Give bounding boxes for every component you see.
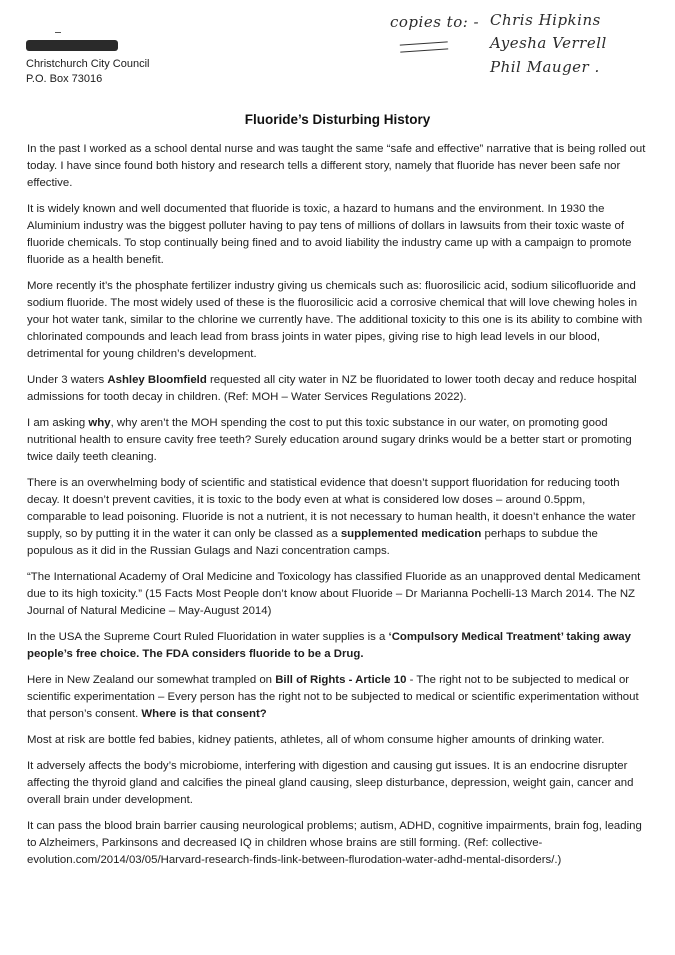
letter-title: Fluoride’s Disturbing History [244,112,431,127]
handwritten-underline-mark [400,41,448,52]
paragraph-9: Here in New Zealand our somewhat trampled on Bill of Rights - Article 10 - The right not to be subjected to medical or scientific experimentation – Every person has the right not to be subjected to medical or scientific experimentation without that person’s consent. Where is that consent? [27,674,639,720]
bold-compulsory-treatment: ‘Compulsory Medical Treatment’ taking away people’s free choice. The FDA considers fluoride to be a Drug. [27,631,631,660]
paragraph-4: Under 3 waters Ashley Bloomfield requested all city water in NZ be fluoridated to lower tooth decay and reduce hospital admissions for tooth decay in children. (Ref: MOH – Water Services Regulations 2022). [27,374,637,403]
bold-bill-of-rights: Bill of Rights - Article 10 [275,674,407,686]
paragraph-6: There is an overwhelming body of scientific and statistical evidence that doesn’t support fluoridation for reducing tooth decay. It doesn’t prevent cavities, it is toxic to the body even at what is considered low doses – around 0.5ppm, comparable to lead poisoning. Fluoride is not a nutrient, it is not necessary to human health, it doesn’t enhance the water supply, so by putting it in the water it can only be classed as a supplemented medication perhaps to subdue the populous as it did in the Russian Gulags and Nazi concentration camps. [27,477,636,557]
paragraph-8: In the USA the Supreme Court Ruled Fluoridation in water supplies is a ‘Compulsory Medical Treatment’ taking away people’s free choice. The FDA considers fluoride to be a Drug. [27,631,631,660]
paragraph-2: It is widely known and well documented that fluoride is toxic, a hazard to humans and the environment. In 1930 the Aluminium industry was the biggest polluter having to pay tens of millions of dollars in lawsuits from their toxic waste of fluoride chemicals. To stop continually being fined and to avoid liability the industry came up with a campaign to promote fluoride as a health benefit. [27,203,632,266]
handwritten-copies-label: copies to: - [390,13,480,31]
bold-consent-question: Where is that consent? [141,708,267,720]
redacted-name-block [26,40,118,51]
paragraph-1: In the past I worked as a school dental nurse and was taught the same “safe and effective” narrative that is being rolled out today. I have since found both history and research tells a different story, namely that fluoride has never been safe nor effective. [27,143,646,189]
paragraph-12: It can pass the blood brain barrier causing neurological problems; autism, ADHD, cognitive impairments, brain fog, leading to Alzheimers, Parkinsons and decreased IQ in children whose brains are still forming. (Ref: collective-evolution.com/2014/03/05/Harvard-research-finds-link-between-flurodation-water-adhd-mental-disorders/.) [27,820,642,866]
bold-why: why [88,417,111,429]
handwritten-name-2: Ayesha Verrell [490,34,607,52]
paragraph-10: Most at risk are bottle fed babies, kidney patients, athletes, all of whom consume higher amounts of drinking water. [27,734,605,746]
recipient-po-box: P.O. Box 73016 [26,73,103,85]
paragraph-7: “The International Academy of Oral Medicine and Toxicology has classified Fluoride as an unapproved dental Medicament due to its high toxicity.” (15 Facts Most People don’t know about Fluoride – Dr Marianna Pochelli-13 March 2014. The NZ Journal of Natural Medicine – May-August 2014) [27,571,641,617]
bold-name: Ashley Bloomfield [107,374,207,386]
pen-mark [55,32,61,36]
paragraph-5: I am asking why, why aren’t the MOH spending the cost to put this toxic substance in our water, on promoting good nutritional health to ensure cavity free teeth? Surely education around sugary drinks would be a better start or promoting twice daily teeth cleaning. [27,417,632,463]
letter-body [27,141,647,878]
bold-supplemented-medication: supplemented medication [340,528,482,540]
paragraph-11: It adversely affects the body’s microbiome, interfering with digestion and causing gut issues. It is an endocrine disrupter affecting the thyroid gland and calcifies the pineal gland causing, sleep disturbance, depression, weight gain, cancer and overall brain under development. [27,760,634,806]
recipient-organisation: Christchurch City Council [26,58,150,70]
handwritten-name-3: Phil Mauger . [490,58,600,76]
paragraph-3: More recently it’s the phosphate fertilizer industry giving us chemicals such as: fluorosilicic acid, sodium silicofluoride and sodium fluoride. The most widely used of these is the fluorosilicic acid a corrosive chemical that will love chewing holes in your hot water tank, similar to the chlorine we currently have. The additional toxicity to this one is its ability to combine with chlorinated compounds and leach lead from brass joints in water pipes, giving rise to high lead levels in our blood, detrimental for young children’s development. [27,280,643,360]
handwritten-name-1: Chris Hipkins [490,11,601,29]
